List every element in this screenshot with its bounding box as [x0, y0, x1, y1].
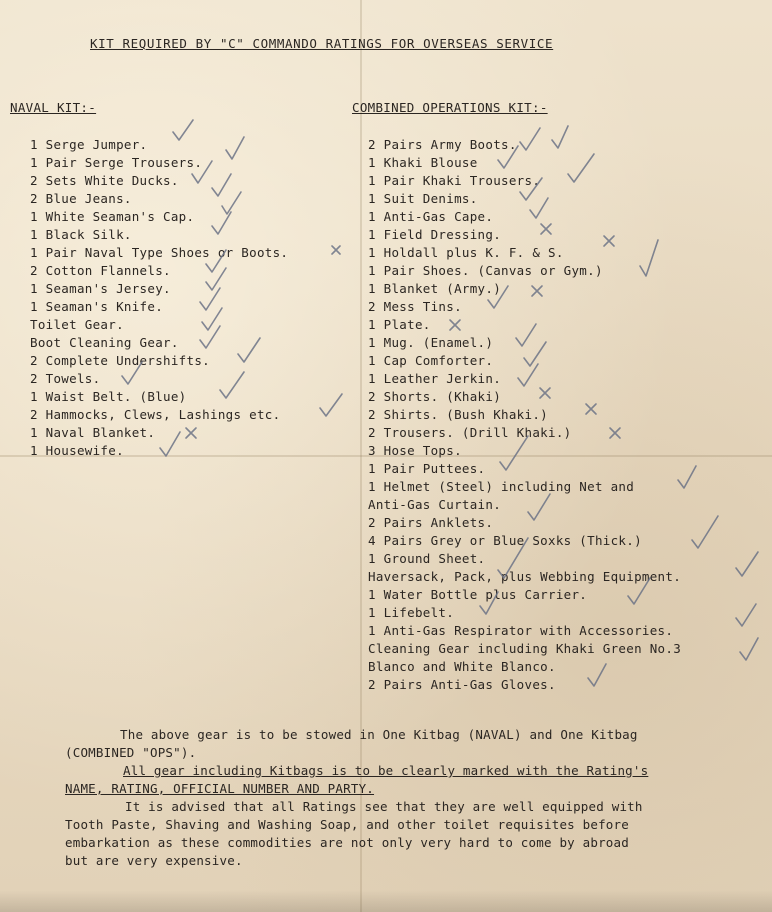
instruction-line: (COMBINED "OPS"). — [65, 745, 197, 760]
list-item: 2 Pairs Army Boots. — [368, 137, 517, 152]
check-mark-icon — [238, 338, 260, 362]
list-item: 1 Holdall plus K. F. & S. — [368, 245, 564, 260]
list-item: 1 Housewife. — [30, 443, 124, 458]
list-item: 1 Blanket (Army.) — [368, 281, 502, 296]
check-mark-icon — [200, 288, 220, 310]
list-item: 1 Leather Jerkin. — [368, 371, 502, 386]
list-item: 1 Pair Naval Type Shoes or Boots. — [30, 245, 289, 260]
check-mark-icon — [692, 516, 718, 548]
check-mark-icon — [516, 324, 536, 346]
list-item: 1 Anti-Gas Cape. — [368, 209, 494, 224]
check-mark-icon — [500, 436, 528, 470]
instruction-line: Tooth Paste, Shaving and Washing Soap, and other toilet requisites before — [65, 817, 629, 832]
check-mark-icon — [588, 664, 606, 686]
list-item: 1 Cap Comforter. — [368, 353, 494, 368]
list-item: 2 Pairs Anti-Gas Gloves. — [368, 677, 556, 692]
check-mark-icon — [568, 154, 594, 182]
list-item: 2 Pairs Anklets. — [368, 515, 494, 530]
list-item: 2 Mess Tins. — [368, 299, 462, 314]
list-item: 4 Pairs Grey or Blue Soxks (Thick.) — [368, 533, 642, 548]
check-mark-icon — [173, 120, 193, 140]
list-item: 1 Pair Serge Trousers. — [30, 155, 203, 170]
list-item: 2 Blue Jeans. — [30, 191, 132, 206]
list-item: 2 Cotton Flannels. — [30, 263, 171, 278]
check-mark-icon — [518, 364, 538, 386]
check-mark-icon — [160, 432, 180, 456]
list-item: 2 Shirts. (Bush Khaki.) — [368, 407, 548, 422]
list-item: 1 White Seaman's Cap. — [30, 209, 195, 224]
cross-mark-icon — [532, 286, 542, 296]
list-item: 1 Anti-Gas Respirator with Accessories. — [368, 623, 674, 638]
instruction-line: All gear including Kitbags is to be clearly marked with the Rating's — [123, 763, 649, 778]
list-item: 1 Suit Denims. — [368, 191, 478, 206]
check-mark-icon — [226, 137, 244, 159]
check-mark-icon — [498, 538, 528, 578]
list-item: 1 Lifebelt. — [368, 605, 455, 620]
list-item: Blanco and White Blanco. — [368, 659, 556, 674]
cross-mark-icon — [610, 428, 620, 438]
list-item: Haversack, Pack, plus Webbing Equipment. — [368, 569, 682, 584]
check-mark-icon — [740, 638, 758, 660]
check-mark-icon — [206, 250, 226, 272]
check-mark-icon — [524, 342, 546, 366]
cross-mark-icon — [332, 246, 340, 254]
check-mark-icon — [206, 268, 226, 290]
list-item: 1 Pair Shoes. (Canvas or Gym.) — [368, 263, 603, 278]
list-item: 1 Khaki Blouse — [368, 155, 478, 170]
list-item: 1 Pair Puttees. — [368, 461, 486, 476]
document-title: KIT REQUIRED BY "C" COMMANDO RATINGS FOR OVERSEAS SERVICE — [90, 36, 554, 51]
instruction-line: NAME, RATING, OFFICIAL NUMBER AND PARTY. — [65, 781, 375, 796]
list-item: 2 Shorts. (Khaki) — [368, 389, 502, 404]
check-mark-icon — [520, 178, 542, 200]
cross-mark-icon — [541, 224, 551, 234]
list-item: 1 Helmet (Steel) including Net and — [368, 479, 635, 494]
check-mark-icon — [122, 362, 142, 384]
check-mark-icon — [200, 326, 220, 348]
check-mark-icon — [480, 592, 498, 614]
instruction-line: It is advised that all Ratings see that they are well equipped with — [125, 799, 643, 814]
check-mark-icon — [528, 494, 550, 520]
cross-mark-icon — [540, 388, 550, 398]
cross-mark-icon — [450, 320, 460, 330]
list-item: 1 Mug. (Enamel.) — [368, 335, 494, 350]
list-item: 1 Naval Blanket. — [30, 425, 156, 440]
instruction-line: but are very expensive. — [65, 853, 243, 868]
check-mark-icon — [498, 146, 518, 168]
list-item: 1 Water Bottle plus Carrier. — [368, 587, 588, 602]
check-mark-icon — [212, 212, 231, 234]
list-item: 1 Field Dressing. — [368, 227, 502, 242]
list-item: Cleaning Gear including Khaki Green No.3 — [368, 641, 682, 656]
instruction-line: embarkation as these commodities are not only very hard to come by abroad — [65, 835, 629, 850]
check-mark-icon — [552, 126, 568, 148]
list-item: 2 Towels. — [30, 371, 101, 386]
check-mark-icon — [678, 466, 696, 488]
list-item: 1 Pair Khaki Trousers. — [368, 173, 541, 188]
check-mark-icon — [736, 604, 756, 626]
check-mark-icon — [628, 578, 650, 604]
check-mark-icon — [192, 161, 212, 183]
list-item: Anti-Gas Curtain. — [368, 497, 502, 512]
list-item: 1 Seaman's Knife. — [30, 299, 164, 314]
list-item: 1 Black Silk. — [30, 227, 132, 242]
list-item: 1 Plate. — [368, 317, 431, 332]
check-mark-icon — [736, 552, 758, 576]
list-item: 1 Ground Sheet. — [368, 551, 486, 566]
check-mark-icon — [640, 240, 658, 276]
list-item: Boot Cleaning Gear. — [30, 335, 179, 350]
list-item: 1 Serge Jumper. — [30, 137, 148, 152]
check-mark-icon — [220, 372, 244, 398]
naval-kit-heading: NAVAL KIT:- — [10, 100, 97, 115]
list-item: 2 Sets White Ducks. — [30, 173, 179, 188]
combined-ops-kit-heading: COMBINED OPERATIONS KIT:- — [352, 100, 548, 115]
cross-mark-icon — [586, 404, 596, 414]
check-mark-icon — [320, 394, 342, 416]
list-item: Toilet Gear. — [30, 317, 124, 332]
cross-mark-icon — [186, 428, 196, 438]
list-item: 1 Seaman's Jersey. — [30, 281, 171, 296]
list-item: 2 Trousers. (Drill Khaki.) — [368, 425, 572, 440]
list-item: 2 Hammocks, Clews, Lashings etc. — [30, 407, 281, 422]
list-item: 2 Complete Undershifts. — [30, 353, 210, 368]
check-mark-icon — [222, 192, 241, 214]
check-mark-icon — [530, 198, 548, 218]
list-item: 1 Waist Belt. (Blue) — [30, 389, 187, 404]
cross-mark-icon — [604, 236, 614, 246]
check-mark-icon — [488, 286, 508, 308]
list-item: 3 Hose Tops. — [368, 443, 462, 458]
check-mark-icon — [520, 128, 540, 150]
instruction-line: The above gear is to be stowed in One Kitbag (NAVAL) and One Kitbag — [120, 727, 638, 742]
check-mark-icon — [212, 174, 231, 196]
